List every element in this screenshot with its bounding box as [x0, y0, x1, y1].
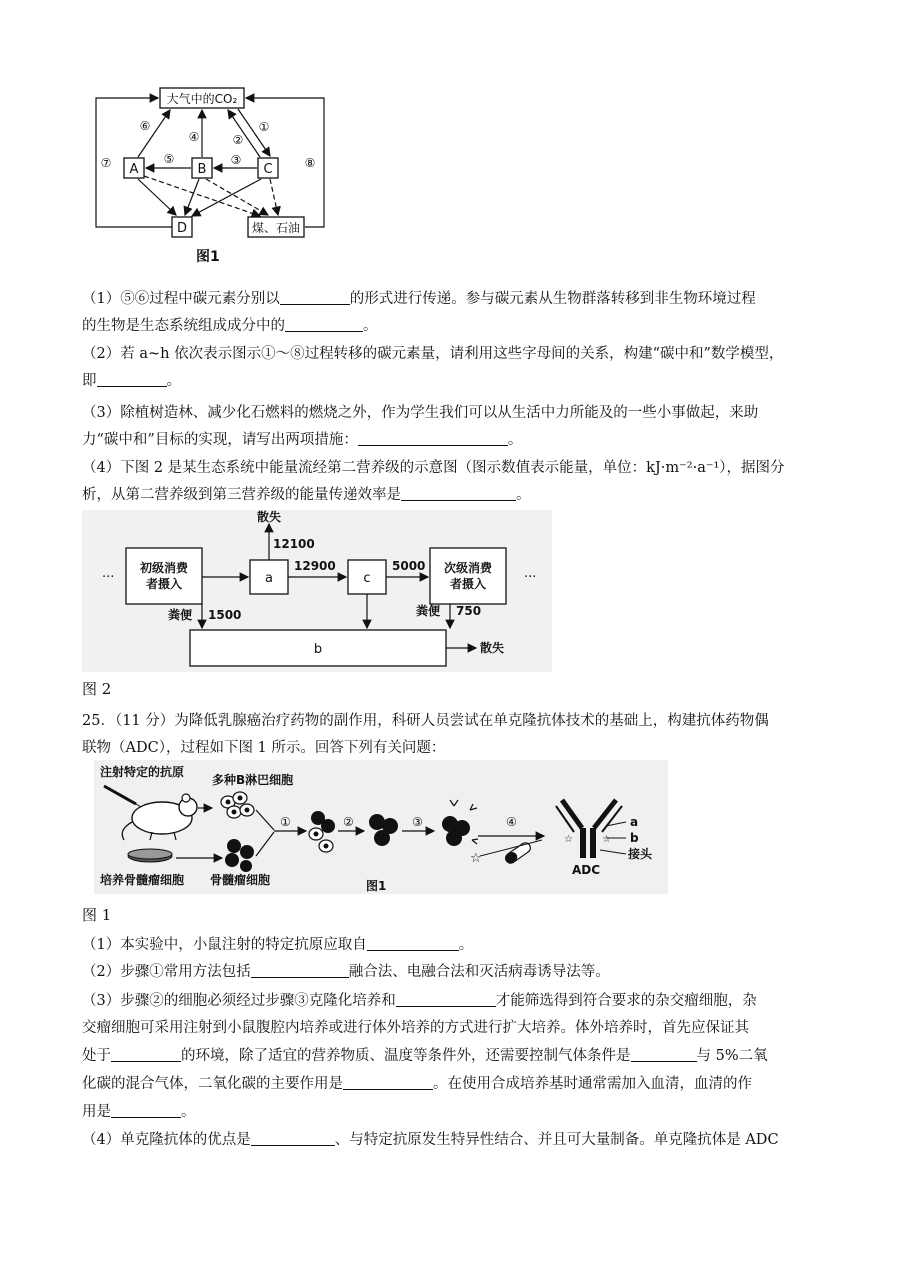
figure1-caption: 图1 — [196, 249, 220, 265]
b-cells-label: 多种B淋巴细胞 — [212, 773, 294, 787]
q25-intro-line-2: 联物（ADC），过程如下图 1 所示。回答下列有关问题： — [82, 740, 446, 756]
primary-consumer-line1: 初级消费 — [139, 561, 189, 575]
q25-line-7: 用是 。 — [82, 1104, 196, 1120]
q25-intro-line-1: 25．（11 分）为降低乳腺癌治疗药物的副作用，科研人员尝试在单克隆抗体技术的基础上，构建抗体药物偶 — [82, 713, 769, 729]
arrow-label-1: ① — [258, 120, 270, 134]
culture-myeloma-label: 培养骨髓瘤细胞 — [100, 873, 185, 887]
figure2-label: 图 2 — [82, 680, 112, 698]
adc-part-b: b — [630, 831, 639, 845]
value-750: 750 — [456, 604, 482, 618]
q25-line-4: 交瘤细胞可采用注射到小鼠腹腔内培养或进行体外培养的方式进行扩大培养。体外培养时，首先应保证其 — [82, 1020, 749, 1036]
q25-line-3: （3）步骤②的细胞必须经过步骤③克隆化培养和 才能筛选得到符合要求的杂交瘤细胞，杂 — [82, 993, 757, 1009]
step-1: ① — [280, 815, 291, 829]
answer-blank[interactable] — [285, 316, 363, 332]
arrow-label-6: ⑥ — [139, 119, 151, 133]
answer-blank[interactable] — [251, 962, 349, 978]
adc-linker: 接头 — [628, 847, 653, 861]
q24-line-8: 析，从第二营养级到第三营养级的能量传递效率是 。 — [82, 487, 531, 503]
q25-line-5: 处于 的环境，除了适宜的营养物质、温度等条件外，还需要控制气体条件是 与 5%二氧 — [82, 1048, 768, 1064]
q24-line-3: （2）若 a~h 依次表示图示①～⑧过程转移的碳元素量，请利用这些字母间的关系，构建“碳中和”数学模型， — [82, 346, 784, 362]
q24-line-6: 力“碳中和”目标的实现，请写出两项措施： 。 — [82, 432, 523, 448]
q24-line-7: （4）下图 2 是某生态系统中能量流经第二营养级的示意图（图示数值表示能量，单位：kJ·m⁻²·a⁻¹），据图分 — [82, 460, 785, 476]
value-12100: 12100 — [273, 537, 315, 551]
step-3: ③ — [412, 815, 423, 829]
q25-line-1: （1）本实验中，小鼠注射的特定抗原应取自 。 — [82, 937, 474, 953]
answer-blank[interactable] — [111, 1046, 181, 1062]
node-a: A — [129, 162, 139, 177]
figure3-label: 图 1 — [82, 906, 112, 924]
q24-line-5: （3）除植树造林、减少化石燃料的燃烧之外，作为学生我们可以从生活中力所能及的一些小事做起，来助 — [82, 405, 759, 421]
loss-top: 散失 — [256, 510, 282, 524]
feces-left: 粪便 — [168, 608, 193, 622]
answer-blank[interactable] — [97, 371, 167, 387]
node-d: D — [176, 221, 188, 236]
node-fossil: 煤、石油 — [251, 221, 301, 235]
arrow-label-4: ④ — [188, 130, 200, 144]
value-12900: 12900 — [294, 559, 336, 573]
adc-part-a: a — [630, 815, 639, 829]
box-a-label: a — [265, 571, 273, 586]
figure3-caption: 图1 — [366, 879, 387, 893]
answer-blank[interactable] — [367, 935, 459, 951]
loss-right: 散失 — [480, 641, 505, 655]
q25-line-2: （2）步骤①常用方法包括 融合法、电融合法和灭活病毒诱导法等。 — [82, 964, 610, 980]
answer-blank[interactable] — [631, 1046, 697, 1062]
culture-dish-icon — [128, 849, 172, 862]
energy-flow-diagram — [82, 510, 552, 672]
inject-antigen-label: 注射特定的抗原 — [100, 765, 185, 779]
q24-line-2: 的生物是生态系统组成成分中的 。 — [82, 318, 378, 334]
arrow-label-7: ⑦ — [100, 156, 112, 170]
arrow-label-5: ⑤ — [163, 152, 175, 166]
q24-line-1: （1）⑤⑥过程中碳元素分别以 的形式进行传递。参与碳元素从生物群落转移到非生物环境过程 — [82, 291, 756, 307]
svg-text:☆: ☆ — [564, 834, 573, 845]
arrow-label-3: ③ — [230, 153, 242, 167]
q25-line-8: （4）单克隆抗体的优点是 、与特定抗原发生特异性结合、并且可大量制备。单克隆抗体是 ADC — [82, 1132, 779, 1148]
feces-right: 粪便 — [416, 604, 441, 618]
answer-blank[interactable] — [343, 1074, 433, 1090]
answer-blank[interactable] — [358, 430, 508, 446]
answer-blank[interactable] — [111, 1102, 181, 1118]
value-5000: 5000 — [392, 559, 426, 573]
myeloma-label: 骨髓瘤细胞 — [210, 873, 271, 887]
secondary-consumer-line1: 次级消费 — [443, 561, 493, 575]
step-2: ② — [343, 815, 354, 829]
step-4: ④ — [506, 815, 517, 829]
node-b: B — [197, 162, 207, 177]
q25-line-6: 化碳的混合气体，二氧化碳的主要作用是 。在使用合成培养基时通常需加入血清，血清的作 — [82, 1076, 752, 1092]
primary-consumer-line2: 者摄入 — [145, 577, 183, 591]
ellipsis-right: ··· — [524, 570, 537, 585]
svg-text:☆: ☆ — [602, 834, 611, 845]
adc-process-diagram — [94, 760, 668, 894]
box-b-label: b — [313, 642, 323, 657]
box-c-label: c — [363, 571, 371, 586]
answer-blank[interactable] — [251, 1130, 335, 1146]
arrow-label-8: ⑧ — [304, 156, 316, 170]
answer-blank[interactable] — [396, 991, 496, 1007]
node-c: C — [263, 162, 273, 177]
q24-line-4: 即 。 — [82, 373, 181, 389]
carbon-cycle-diagram — [88, 80, 338, 270]
value-1500: 1500 — [208, 608, 242, 622]
star-icon: ☆ — [470, 851, 482, 866]
answer-blank[interactable] — [280, 289, 350, 305]
arrow-label-2: ② — [232, 133, 244, 147]
ellipsis-left: ··· — [102, 570, 115, 585]
node-atmosphere: 大气中的CO₂ — [166, 92, 238, 106]
answer-blank[interactable] — [401, 485, 516, 501]
adc-label: ADC — [572, 863, 601, 877]
secondary-consumer-line2: 者摄入 — [449, 577, 487, 591]
